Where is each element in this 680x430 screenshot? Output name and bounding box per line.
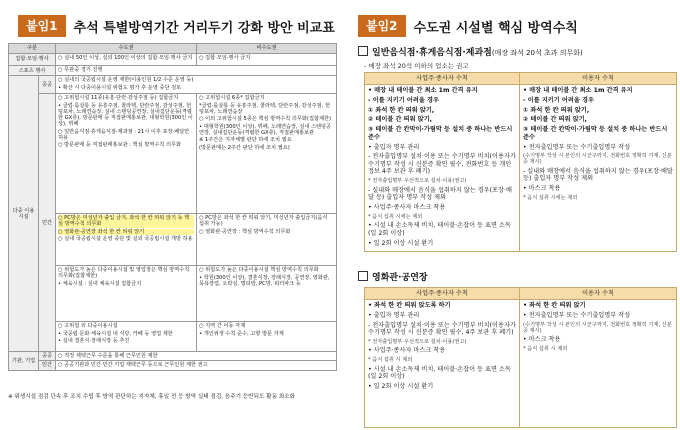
table-row	[9, 214, 337, 266]
rule-item: • 사업주·종사자 마스크 착용	[368, 347, 446, 355]
cell-item: ○ PC방은 미성년자 출입 금지, 좌석 한 칸 띄워 앉기 등 핵심 방역수칙 의무화	[58, 215, 194, 227]
rule-item: - 전자출입명부 설치·이용 또는 수기명부 비치(이용자가 수기명부 작성 시 신분증 확인 필수, 4주 보관 후 폐기)	[368, 321, 516, 337]
rule-item: * 음식 섭취 시에는 제외	[368, 213, 423, 220]
comparison-panel	[0, 0, 338, 430]
rules-panel	[350, 0, 680, 430]
rule-item: ② 테이블 간 띄워 앉기,	[368, 116, 433, 124]
attachment-badge: 붙임1	[18, 15, 66, 37]
rule-item: ① 좌석 한 칸 띄워 앉기,	[523, 106, 590, 114]
row-subcategory: 공공	[39, 352, 56, 361]
rule-item: * 전자출입명부 우선적으로 설치·이용(권고)	[368, 178, 467, 185]
table-row	[9, 266, 337, 322]
cell-item: ○ PC방은 좌석 한 칸 띄워 앉기, 미성년자 출입금지(음식 섭취 가능)	[199, 215, 328, 228]
comparison-table	[8, 43, 337, 371]
cell-item: • 클럽·룸살롱 등 유흥주점, 콜라텍, 단란주점, 감성주점, 헌팅포차, 노래연습장, 실내 스탠딩공연장, 실내집단운동(격렬한 GX류), 방문판매 등 직접판매홍보관, 대형학원(300인 이상), 뷔페	[58, 102, 193, 128]
rule-item: • 출입자 명부 관리	[368, 311, 420, 319]
cell-item: • 확산 시 다중이용시설 위험도 평가 후 운영 중단 검토	[58, 84, 182, 91]
noncapital-cell	[197, 266, 337, 322]
rule-item: • 매장 내 테이블 간 최소 1m 간격 유지	[368, 87, 478, 94]
capital-cell	[56, 94, 197, 214]
table-row	[9, 54, 337, 66]
cell-item: ○ 고위험시설 11종(유흥·단란·감성주점 등) 집합금지	[58, 95, 179, 102]
cell-item: ○ 고위험 외 다중이용시설	[58, 323, 118, 330]
table-row	[9, 361, 337, 370]
row-category: 기관, 기업	[9, 352, 39, 370]
rule-item: - 이를 지키기 어려울 경우	[368, 96, 439, 104]
rule-item: • 출입자 명부 관리	[368, 143, 420, 151]
rule-item: ① 좌석 한 칸 띄워 앉기,	[368, 106, 435, 114]
cell-item: ○ 이외 고위험시설 5종은 핵심 방역수칙 의무화(집합제한)	[199, 116, 332, 123]
table-header-row	[9, 44, 337, 54]
cell-item: • 국공립 문화·체육시설 내 식당, 카페 등 영업 제한	[58, 330, 173, 337]
col-header: 사업주·종사자 수칙	[365, 73, 520, 85]
restaurant-rules-table	[364, 72, 677, 252]
noncapital-cell	[197, 322, 337, 352]
capital-cell: ○ 적정 재택근무 수준을 통해 근무인원 제한	[56, 352, 337, 361]
section-label: 일반음식점·휴게음식점·제과점	[372, 48, 492, 58]
cell-item: ○ 집합·모임·행사 금지	[199, 55, 251, 61]
rule-item: - 이를 지키기 어려울 경우	[523, 96, 594, 104]
noncapital-cell	[197, 54, 337, 66]
cell-item: ○ 지역 간 이동 자제	[199, 323, 246, 330]
cell-item: • 개인위생 수칙 준수, 고향 방문 자제	[199, 330, 284, 337]
cell-item: ○ 영화관·공연장 : 핵심 방역수칙 의무화	[199, 228, 291, 235]
theater-rules-table	[364, 287, 677, 428]
cell-item: ○ 고위험시설 6종* 집합금지	[199, 95, 265, 102]
attachment-badge: 붙임2	[358, 15, 406, 37]
footnote: ※ 위생시설 점검 단속 후 조치 수립 후 방역 판단하는 지자체, 휴일 전 등 방역 실태 점검, 음주기 등반되도 활동 최소화	[8, 394, 295, 400]
table-row	[9, 66, 337, 76]
rule-item: * 음식 섭취 시에는 제외	[523, 195, 578, 202]
noncapital-cell	[197, 94, 337, 214]
capital-cell	[56, 76, 337, 94]
rule-item: • 좌석 한 칸 띄워 앉기	[523, 302, 586, 309]
rule-item: (수기명부 작성 시 본인의 시군구까지, 전화번호 정확히 기재, 신분증 제시)	[523, 153, 672, 166]
row-category: 다중 이용 시설	[9, 76, 39, 352]
cell-item: • 학원(300인 이상), 결혼식장, 장례식장, 공연장, 영화관, 목욕장업, 오락실, 멀티방, PC방, 워터파크 등	[199, 274, 330, 287]
row-subcategory: 민간	[39, 94, 56, 352]
rule-item: • 마스크 착용	[523, 185, 561, 193]
table-row	[9, 76, 337, 94]
rule-item: - 전자출입명부 설치·이용 또는 수기명부 비치(이용자가 수기명부 작성 시 신분증 확인 필수, 전화번호 등 개인정보 4주 보관 후 폐기)	[368, 153, 516, 176]
section-theater	[358, 270, 428, 283]
col-header: 사업주·종사자 수칙	[365, 288, 520, 300]
rule-item: • 마스크 착용	[523, 336, 561, 344]
rule-item: ③ 테이블 간 칸막이·가림막 등 설치 중 하나는 반드시 준수	[368, 126, 513, 141]
cell-item: ○ 방문판매 등 직접판매홍보관 : 핵심 방역수칙 의무화	[58, 142, 182, 149]
rule-item: (수기명부 작성 시 본인의 시군구까지, 전화번호 정확히 기재, 신분증 제시)	[523, 321, 672, 334]
cell-item: • 체육시설 : 실내 체육시설 집합금지	[58, 280, 142, 287]
rule-item: ② 테이블 간 띄워 앉기,	[523, 116, 588, 124]
rule-item: • 일 2회 이상 시설 환기	[368, 382, 434, 390]
capital-cell: ○ 공공기관과 민간 민간 기업 재택근무 등으로 근무인원 제한 권고	[56, 361, 337, 370]
cell-item: ○ 위험도가 높은 다중이용시설 및 영업장은 핵심 방역수칙 의무화(집합제한)	[58, 267, 190, 280]
capital-cell	[56, 214, 197, 266]
table-row	[9, 352, 337, 361]
col-header: 수도권	[56, 44, 197, 54]
rule-item: • 매장 내 테이블 간 최소 1m 간격 유지	[523, 87, 633, 94]
col-header: 이용자 수칙	[520, 73, 677, 85]
rule-item: • 사업주·종사자 마스크 착용	[368, 204, 446, 212]
panel-title: 수도권 시설별 핵심 방역수칙	[413, 20, 578, 36]
rule-item: • 좌석 한 칸 띄워 앉도록 하기	[368, 302, 451, 309]
section-paren: (매장 좌석 20석 초과 의무화)	[491, 49, 583, 57]
table-row	[9, 322, 337, 352]
cell-item: ○ 실내 50인 이상, 실외 100인 이상의 집합·모임·행사 금지	[58, 55, 193, 61]
rule-item: • 전자출입명부 또는 수기출입명부 작성	[523, 311, 631, 319]
section-restaurant	[358, 45, 583, 58]
right-header	[358, 15, 578, 37]
capital-cell	[56, 66, 337, 76]
row-subcategory: 민간	[39, 361, 56, 370]
checkbox-icon	[358, 46, 368, 56]
cell-item: ○ 무관중 경기 진행	[58, 67, 103, 73]
cell-item: ○ 영화관·공연장 좌석 한 칸 띄워 앉기	[58, 229, 194, 235]
cell-item: ○ 일반음식점·휴게음식점·제과점 : 21시 이후 포장·배달만 허용	[58, 128, 190, 141]
checkbox-icon	[358, 271, 368, 281]
cell-item: ○ 위험도가 높은 다중이용시설 핵심 방역수칙 의무화	[199, 267, 319, 274]
rule-item: • 시설 내 손소독제 비치, 테이블·손잡이 등 표면 소독(일 2회 이상)	[368, 222, 511, 237]
panel-title: 추석 특별방역기간 거리두기 강화 방안 비교표	[73, 20, 335, 36]
col-header: 구분	[9, 44, 56, 54]
section-note: - 매장 좌석 20석 이하의 업소는 권고	[364, 62, 469, 70]
capital-cell	[56, 54, 197, 66]
rule-item: * 음식 섭취 시 제외	[523, 345, 568, 352]
rule-item: ③ 테이블 간 칸막이·가림막 등 설치 중 하나는 반드시 준수	[523, 126, 668, 141]
rule-item: - 실내와 매장에서 음식을 섭취하지 않는 경우(포장·배달 등) 출입자 명부 작성 제외	[523, 167, 673, 183]
capital-cell	[56, 266, 197, 322]
cell-item: (방문판매는 2주간 판단 하에 조치 필요)	[199, 144, 290, 151]
col-header: 이용자 수칙	[520, 288, 677, 300]
row-category: 집합·모임·행사	[9, 54, 56, 66]
rule-item: • 시설 내 손소독제 비치, 테이블·손잡이 등 표면 소독(일 2회 이상)	[368, 365, 511, 381]
rule-item: - 실내와 매장에서 음식을 섭취하지 않는 경우(포장·배달 등) 출입자 명부 작성 제외	[368, 186, 512, 202]
rule-item: * 음식 섭취 시 제외	[368, 357, 413, 364]
row-category: 스포츠 행사	[9, 66, 56, 76]
table-row	[9, 94, 337, 214]
row-subcategory: 공공	[39, 76, 56, 94]
capital-cell	[56, 322, 197, 352]
cell-item: ※ 1주간은 지자체별 판단 하에 조치 필요	[199, 137, 292, 144]
rule-item: • 전자출입명부 또는 수기출입명부 작성	[523, 143, 631, 151]
cell-item: • 실내 결혼식·장례식장 등 추진	[58, 337, 130, 344]
left-header	[18, 15, 335, 37]
cell-item: ○ 실내 국공립시설 운영 중단 및 실외 국공립시설 개방 허용	[58, 236, 193, 243]
col-header: 비수도권	[197, 44, 337, 54]
cell-item: • 대형학원(300인 이상), 뷔페, 노래연습장, 실내 스탠딩공연장, 실내집단운동(격렬한 GX류), 직접판매홍보관	[199, 123, 332, 136]
cell-item: *클럽·룸살롱 등 유흥주점, 콜라텍, 단란주점, 감성주점, 헌팅포차, 노래연습장	[199, 102, 330, 115]
rule-item: • 일 2회 이상 시설 환기	[368, 239, 434, 247]
section-label: 영화관·공연장	[372, 273, 428, 283]
noncapital-cell	[197, 214, 337, 266]
rule-item: * 전자출입명부 우선적으로 설치·이용(권고)	[368, 338, 467, 345]
cell-item: ○ 실내의 국공립시설 운영 제한(이용인원 1/2 수준 운영 등)	[58, 77, 194, 84]
